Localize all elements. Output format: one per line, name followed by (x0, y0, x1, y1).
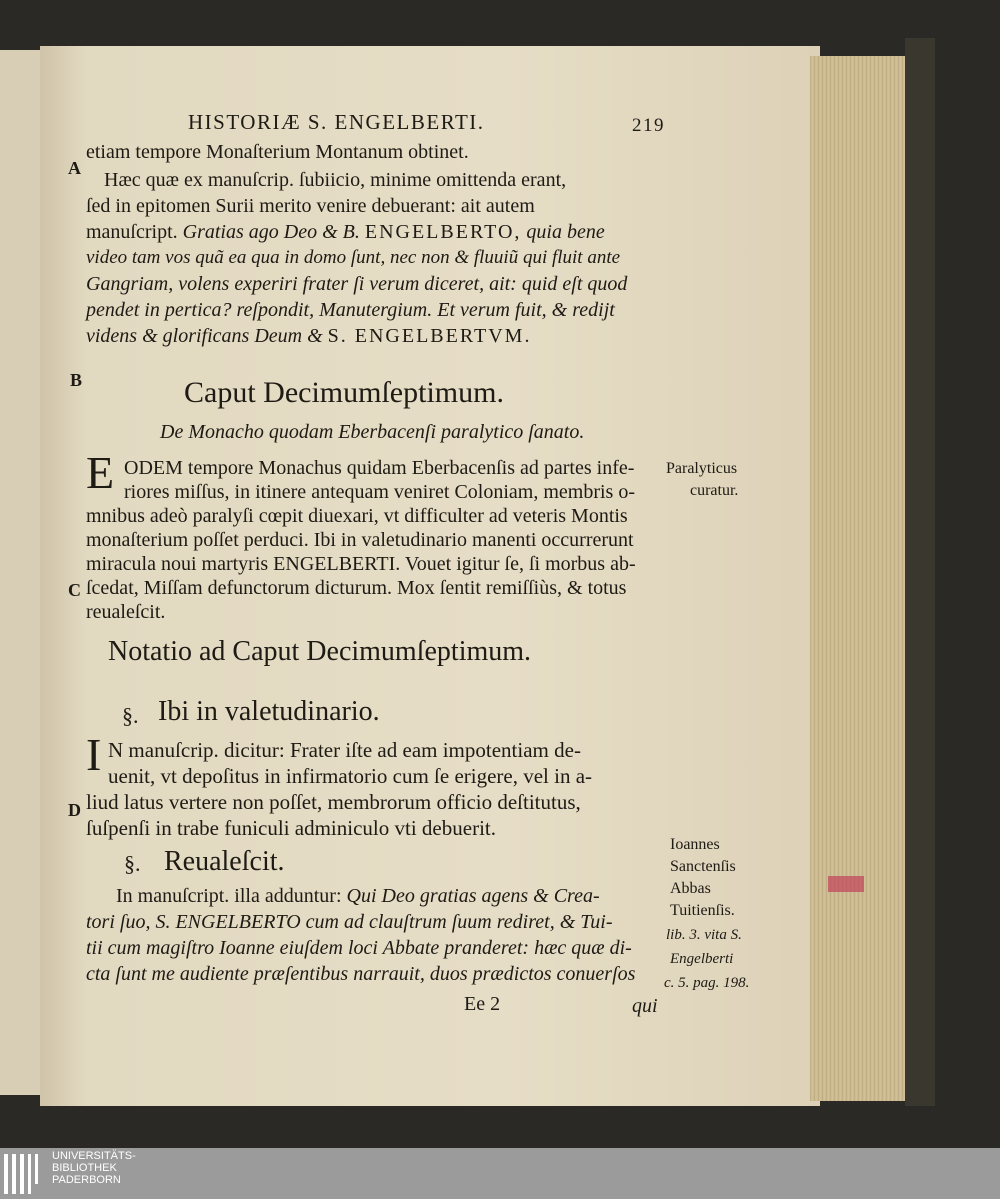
section-title: Ibi in valetudinario. (158, 696, 380, 727)
marker-b: B (70, 370, 83, 390)
text-line: liud latus vertere non poſſet, membrorum officio deſtitutus, (86, 790, 581, 814)
text-line: tori ſuo, S. ENGELBERTO cum ad clauſtrum ſuum rediret, & Tui- (86, 911, 613, 933)
text-span-italic: Gratias ago Deo & B. (182, 221, 360, 243)
text-line: riores miſſus, in itinere antequam veniret Coloniam, membris o- (124, 481, 635, 503)
margin-note: Engelberti (670, 951, 734, 967)
text-line (86, 324, 531, 348)
chapter-subtitle: De Monacho quodam Eberbacenſi paralytico ſanato. (160, 421, 585, 443)
text-line: uenit, vt depoſitus in infirmatorio cum ſe erigere, vel in a- (108, 764, 593, 788)
margin-note: Paralyticus (666, 460, 738, 477)
text-line: pendet in pertica? reſpondit, Manutergium. Et verum fuit, & redijt (86, 299, 615, 321)
text-line: Hæc quæ ex manuſcrip. ſubiicio, minime omittenda erant, (104, 169, 567, 191)
running-header: HISTORIÆ S. ENGELBERTI. (188, 110, 485, 134)
text-span: In manuſcript. illa adduntur: (116, 885, 342, 907)
text-span-caps: ENGELBERTO, (364, 221, 522, 243)
text-line (116, 884, 600, 908)
signature-mark: Ee 2 (464, 993, 501, 1015)
page-block-edge (810, 56, 920, 1101)
margin-note: Ioannes (670, 836, 720, 853)
margin-note: curatur. (690, 482, 739, 499)
text-line: ſed in epitomen Surii merito venire debuerant: ait autem (86, 195, 535, 217)
text-line: reualeſcit. (86, 601, 166, 623)
text-span-caps: S. ENGELBERTVM. (327, 325, 532, 347)
library-name: UNIVERSITÄTS- BIBLIOTHEK PADERBORN (52, 1150, 136, 1186)
marker-a: A (68, 158, 81, 178)
catchword: qui (632, 995, 658, 1017)
text-line: monaſterium poſſet perduci. Ibi in valetudinario manenti occurrerunt (86, 529, 634, 551)
left-page-edge (0, 50, 44, 1095)
margin-note: Sanctenſis (670, 858, 736, 875)
margin-note: lib. 3. vita S. (666, 927, 742, 943)
text-line: cta ſunt me audiente præſentibus narrauit, duos prædictos conuerſos (86, 963, 636, 985)
library-logo-icon (4, 1154, 44, 1194)
marker-d: D (68, 800, 81, 820)
section-mark: §. (122, 703, 139, 728)
red-stain-mark (828, 876, 864, 892)
margin-note: Tuitienſis. (670, 902, 735, 919)
library-footer-bar (0, 1148, 1000, 1199)
margin-note: Abbas (670, 880, 711, 897)
text-line: ſcedat, Miſſam defunctorum dicturum. Mox ſentit remiſſiùs, & totus (86, 577, 627, 599)
text-line: video tam vos quã ea qua in domo ſunt, nec non & fluuiũ qui fluit ante (86, 247, 621, 268)
text-line (86, 220, 605, 244)
drop-cap: I (86, 729, 102, 780)
book-cover (905, 38, 935, 1106)
section-title: Reualeſcit. (164, 846, 285, 877)
text-line: miracula noui martyris ENGELBERTI. Vouet igitur ſe, ſi morbus ab- (86, 553, 636, 575)
text-line: ſuſpenſi in trabe funiculi adminiculo vti debuerit. (86, 816, 496, 840)
text-span-italic: Qui Deo gratias agens & Crea- (346, 885, 600, 907)
margin-note: c. 5. pag. 198. (664, 975, 750, 991)
text-line: etiam tempore Monaſterium Montanum obtinet. (86, 141, 469, 163)
text-line: N manuſcrip. dicitur: Frater iſte ad eam impotentiam de- (108, 738, 581, 762)
text-line: ODEM tempore Monachus quidam Eberbacenſis ad partes infe- (124, 457, 635, 479)
text-span-italic: quia bene (526, 221, 605, 243)
marker-c: C (68, 580, 81, 600)
notatio-title: Notatio ad Caput Decimumſeptimum. (108, 636, 532, 667)
text-span-italic: videns & glorificans Deum & (86, 325, 323, 347)
drop-cap: E (86, 447, 115, 498)
text-line: Gangriam, volens experiri frater ſi verum diceret, ait: quid eſt quod (86, 273, 628, 295)
section-mark: §. (124, 851, 141, 876)
page-number: 219 (632, 115, 665, 136)
chapter-title: Caput Decimumſeptimum. (184, 376, 504, 409)
text-span: manuſcript. (86, 221, 178, 243)
text-line: tii cum magiſtro Ioanne eiuſdem loci Abbate pranderet: hæc quæ di- (86, 937, 632, 959)
text-line: mnibus adeò paralyſi cœpit diuexari, vt difficulter ad veteris Montis (86, 505, 628, 527)
